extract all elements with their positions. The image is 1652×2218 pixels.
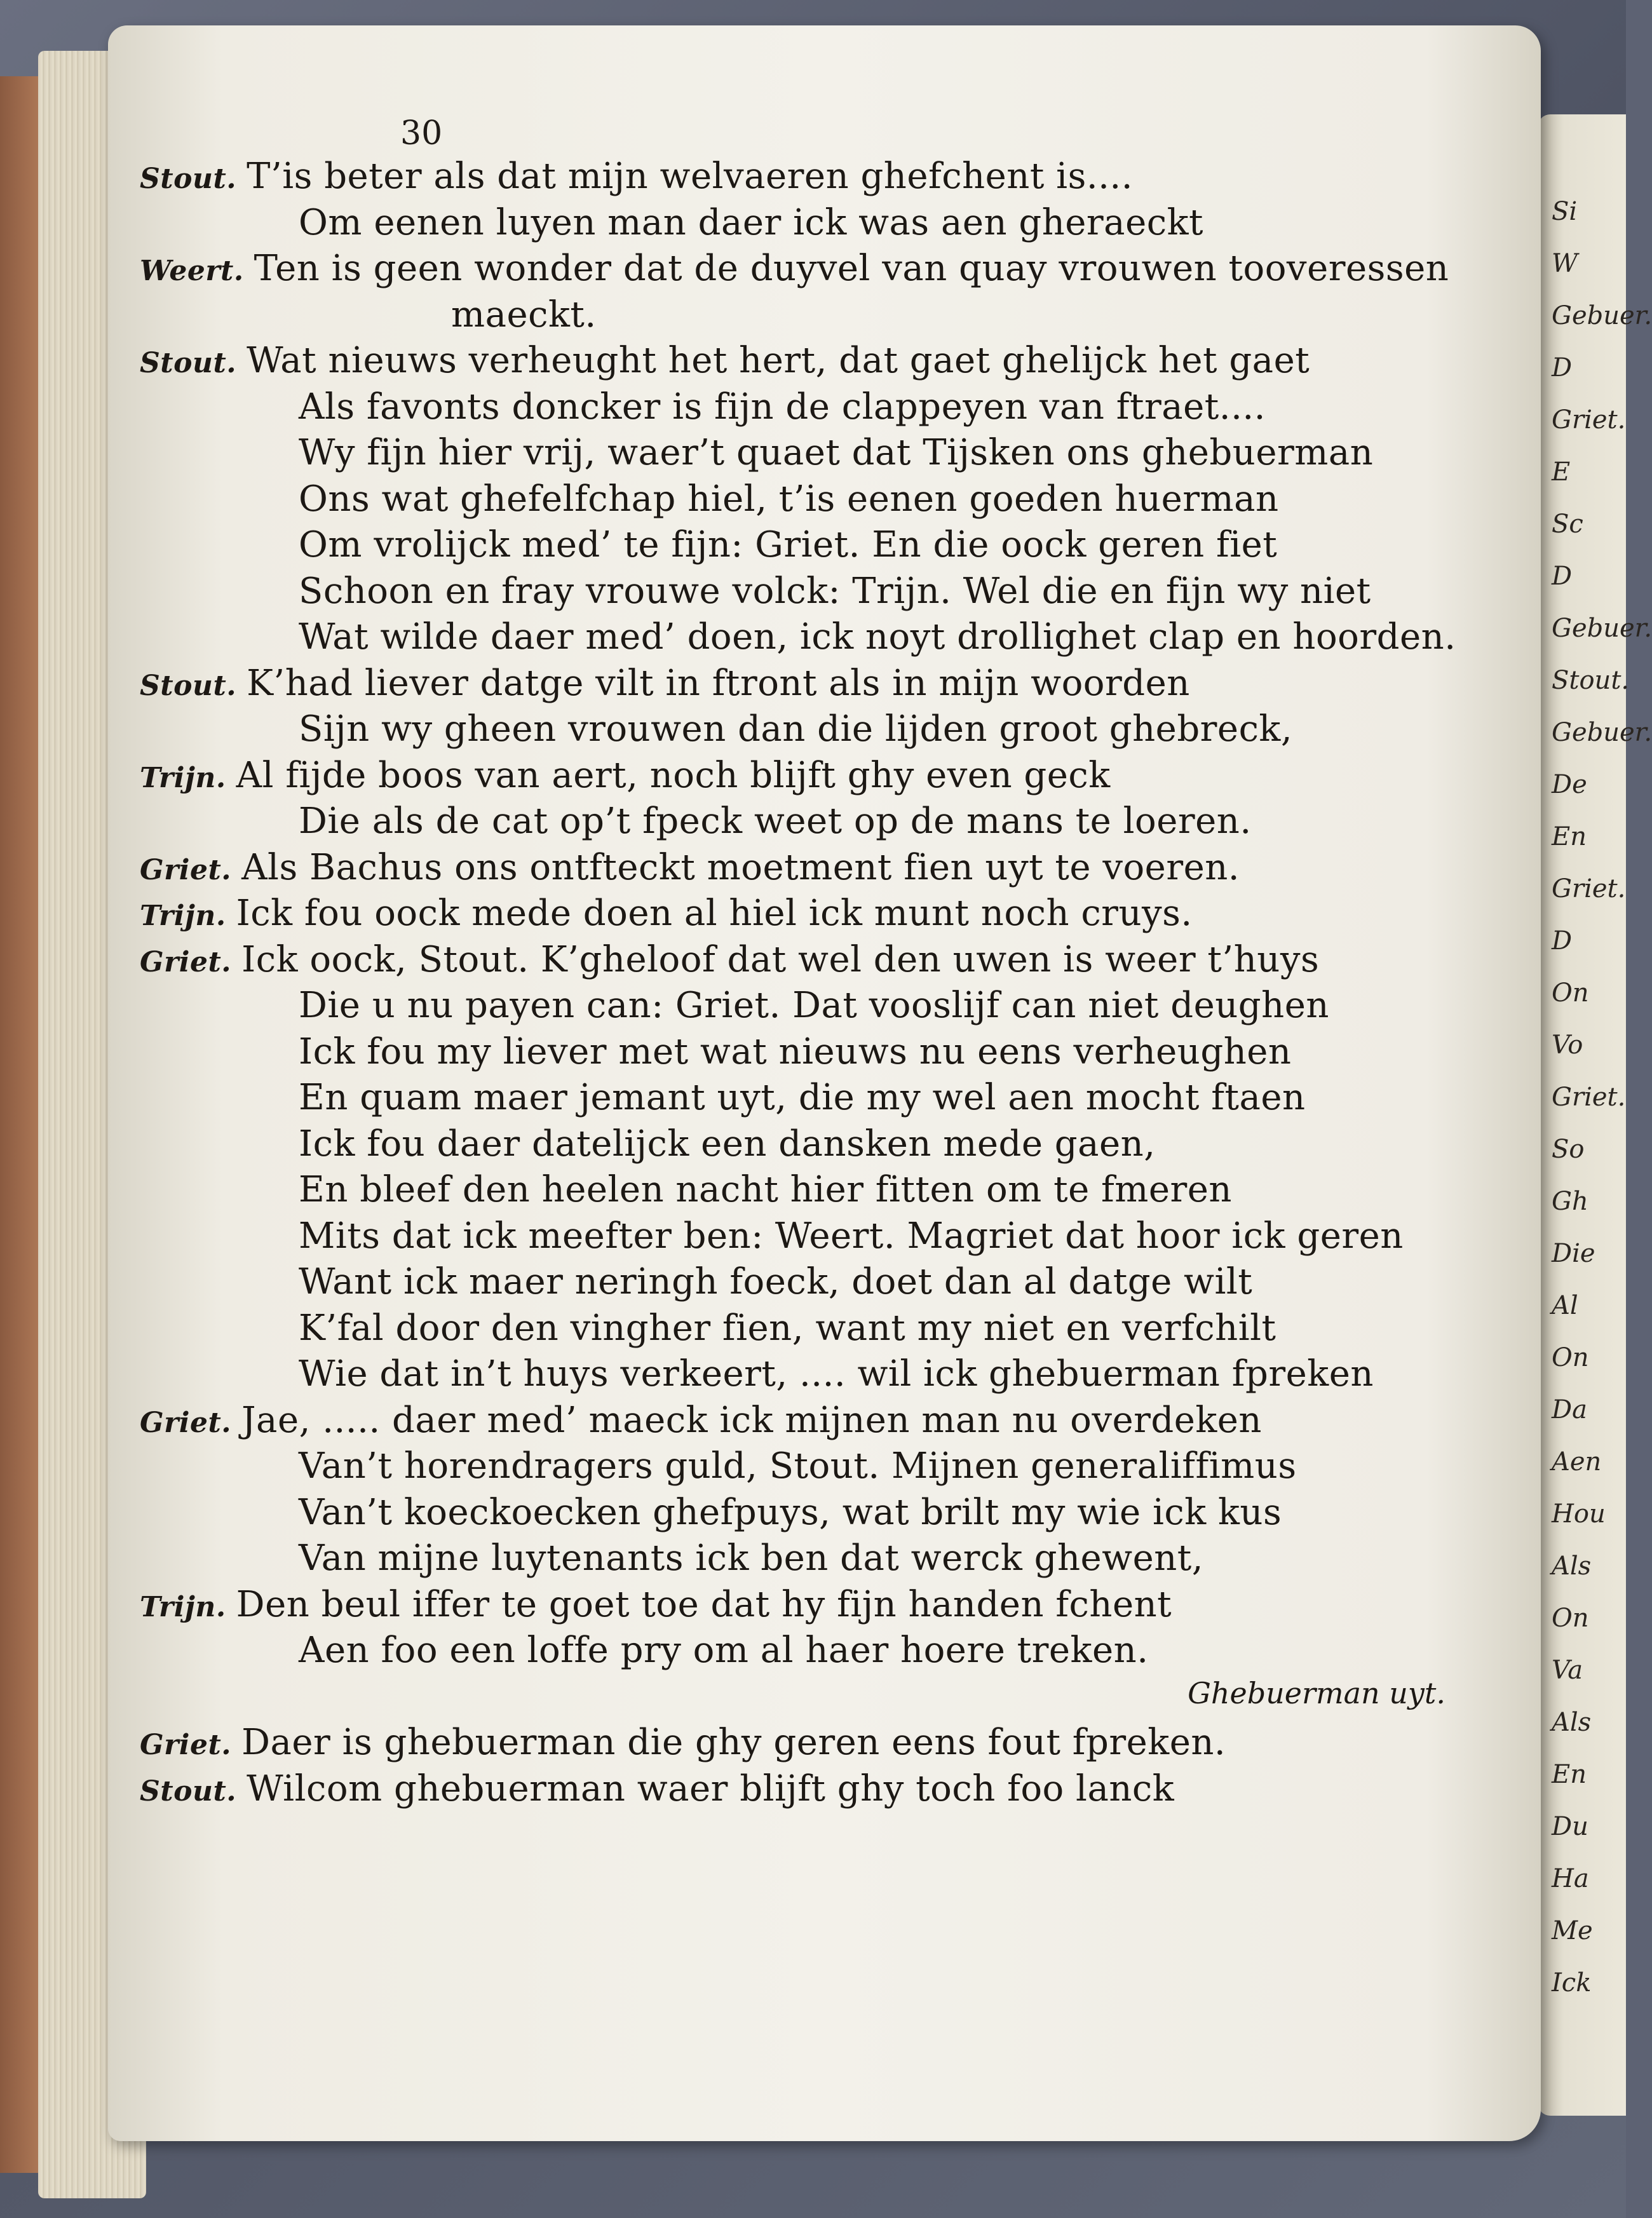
speaker-name: Stout. — [140, 1775, 237, 1808]
verse-text: Als Bachus ons ontfteckt moetment fien uyt te voeren. — [241, 846, 1240, 888]
facing-page-fragment: Die — [1552, 1239, 1595, 1268]
facing-page-fragment: On — [1552, 1604, 1589, 1633]
verse-line — [299, 571, 1371, 612]
facing-page-fragment: E — [1552, 457, 1571, 487]
speaker-name: Trijn. — [140, 900, 226, 932]
verse-line — [299, 386, 1266, 428]
verse-line — [299, 616, 1456, 658]
facing-page-fragment: Aen — [1552, 1447, 1602, 1477]
verse-text: K’had liever datge vilt in ftront als in mijn woorden — [247, 662, 1190, 704]
verse-text: Jae, ..... daer med’ maeck ick mijnen man nu overdeken — [241, 1399, 1262, 1441]
verse-line — [140, 755, 1111, 796]
facing-page-fragment: De — [1552, 770, 1587, 799]
verse-text: Van’t koeckoecken ghefpuys, wat brilt my wie ick kus — [299, 1491, 1282, 1533]
verse-line — [140, 1768, 1174, 1809]
verse-line — [451, 294, 597, 335]
verse-text: Wilcom ghebuerman waer blijft ghy toch foo lanck — [247, 1768, 1175, 1809]
verse-line — [299, 1215, 1404, 1257]
verse-line — [299, 1123, 1156, 1165]
verse-text: Om eenen luyen man daer ick was aen gheraeckt — [299, 201, 1204, 243]
speaker-name: Stout. — [140, 347, 237, 379]
facing-page-fragment: On — [1552, 978, 1589, 1008]
verse-line — [299, 1445, 1297, 1487]
facing-page-fragment: Stout. — [1552, 666, 1630, 695]
verse-text: Ick fou oock mede doen al hiel ick munt noch cruys. — [236, 893, 1193, 934]
speaker-name: Griet. — [140, 853, 232, 886]
facing-page-fragment: Als — [1552, 1552, 1592, 1581]
speaker-name: Trijn. — [140, 1590, 226, 1623]
verse-line — [299, 708, 1292, 750]
verse-line — [140, 1722, 1226, 1763]
verse-line — [299, 1031, 1291, 1072]
speaker-name: Griet. — [140, 1729, 232, 1761]
verse-line — [299, 1492, 1282, 1533]
verse-line — [140, 156, 1133, 197]
verse-text: Want ick maer neringh foeck, doet dan al datge wilt — [299, 1261, 1253, 1302]
verse-text: Wat wilde daer med’ doen, ick noyt drollighet clap en hoorden. — [299, 616, 1456, 658]
verse-text: Aen foo een loffe pry om al haer hoere treken. — [299, 1630, 1149, 1671]
facing-page-fragment: D — [1552, 926, 1573, 956]
facing-page-fragment: Ha — [1552, 1864, 1589, 1893]
facing-page-fragment: Gebuer. — [1552, 301, 1652, 330]
page-text — [108, 25, 1541, 2141]
verse-line — [140, 847, 1240, 888]
verse-text: Wy fijn hier vrij, waer’t quaet dat Tijsken ons ghebuerman — [299, 432, 1374, 473]
verse-line — [299, 478, 1279, 520]
speaker-name: Griet. — [140, 1406, 232, 1439]
verse-line — [140, 340, 1310, 381]
facing-page-fragment: Me — [1552, 1916, 1593, 1945]
facing-page-fragment: Sc — [1552, 510, 1583, 539]
verse-line — [299, 1261, 1252, 1302]
verse-line — [140, 663, 1190, 704]
verse-text: Van’t horendragers guld, Stout. Mijnen generaliffimus — [299, 1445, 1297, 1487]
verse-line — [299, 1630, 1149, 1671]
verse-text: Wie dat in’t huys verkeert, .... wil ick ghebuerman fpreken — [299, 1353, 1374, 1395]
facing-page-fragment: Gebuer. — [1552, 718, 1652, 747]
facing-page-fragment: Si — [1552, 197, 1578, 226]
speaker-name: Stout. — [140, 669, 237, 702]
facing-page-fragment: Va — [1552, 1656, 1583, 1685]
verse-line — [299, 985, 1329, 1026]
speaker-name: Weert. — [140, 255, 244, 287]
facing-page-fragment: So — [1552, 1135, 1585, 1164]
speaker-name: Griet. — [140, 945, 232, 978]
verse-text: Mits dat ick meefter ben: Weert. Magriet dat hoor ick geren — [299, 1215, 1404, 1257]
facing-page-fragment: Griet. — [1552, 405, 1626, 435]
verse-line — [140, 939, 1319, 980]
facing-page-fragment: Griet. — [1552, 1083, 1626, 1112]
verse-text: Die als de cat op’t fpeck weet op de mans te loeren. — [299, 801, 1252, 842]
verse-text: Sijn wy gheen vrouwen dan die lijden groot ghebreck, — [299, 708, 1293, 750]
verse-text: Ten is geen wonder dat de duyvel van quay vrouwen tooveressen — [254, 248, 1449, 289]
verse-line — [140, 1584, 1172, 1625]
facing-page-fragment: Griet. — [1552, 874, 1626, 903]
facing-page-fragment: Du — [1552, 1812, 1588, 1841]
facing-page-fragment: Gebuer. — [1552, 614, 1652, 643]
verse-text: Ons wat ghefelfchap hiel, t’is eenen goeden huerman — [299, 478, 1279, 520]
verse-line — [299, 432, 1373, 473]
facing-page-fragment: On — [1552, 1343, 1589, 1372]
verse-text: Van mijne luytenants ick ben dat werck ghewent, — [299, 1538, 1204, 1579]
facing-page-fragment: W — [1552, 249, 1578, 278]
verse-text: Als favonts doncker is fijn de clappeyen van ftraet.... — [299, 386, 1266, 428]
verse-text: Daer is ghebuerman die ghy geren eens fout fpreken. — [241, 1722, 1226, 1763]
verse-line — [299, 1538, 1203, 1579]
facing-page-fragment: En — [1552, 1760, 1587, 1789]
facing-page-fragment: Gh — [1552, 1187, 1588, 1216]
verse-line — [299, 1169, 1232, 1210]
facing-page-fragment: En — [1552, 822, 1587, 851]
facing-page-fragment: Hou — [1552, 1499, 1606, 1529]
facing-page-fragment: Ick — [1552, 1968, 1592, 1998]
verse-text: Al fijde boos van aert, noch blijft ghy even geck — [236, 754, 1111, 796]
verse-text: Ick fou daer datelijck een dansken mede gaen, — [299, 1123, 1156, 1165]
verse-text: Om vrolijck med’ te fijn: Griet. En die oock geren fiet — [299, 524, 1278, 565]
verse-line — [299, 524, 1277, 565]
verse-text: En quam maer jemant uyt, die my wel aen mocht ftaen — [299, 1077, 1306, 1118]
verse-text: Ick fou my liever met wat nieuws nu eens verheughen — [299, 1031, 1292, 1072]
verse-text: Den beul iffer te goet toe dat hy fijn handen fchent — [236, 1583, 1172, 1625]
verse-text: maeckt. — [451, 294, 597, 335]
verse-line — [299, 1353, 1374, 1395]
verse-text: K’fal door den vingher fien, want my niet en verfchilt — [299, 1307, 1276, 1349]
verse-text: Die u nu payen can: Griet. Dat vooslijf can niet deughen — [299, 985, 1329, 1026]
facing-page-fragment: Da — [1552, 1395, 1587, 1424]
stage-direction: Ghebuerman uyt. — [1188, 1675, 1446, 1710]
facing-page-fragment: Vo — [1552, 1031, 1583, 1060]
page-number: 30 — [400, 114, 443, 152]
speaker-name: Stout. — [140, 163, 237, 195]
verse-line — [299, 1308, 1276, 1349]
book-page — [108, 25, 1541, 2141]
facing-page — [1538, 114, 1652, 2116]
verse-text: Schoon en fray vrouwe volck: Trijn. Wel die en fijn wy niet — [299, 570, 1371, 612]
verse-text: Ick oock, Stout. K’gheloof dat wel den uwen is weer t’huys — [241, 938, 1320, 980]
verse-line — [299, 202, 1203, 243]
facing-page-fragment: Al — [1552, 1291, 1578, 1320]
verse-line — [299, 1077, 1306, 1118]
verse-text: T’is beter als dat mijn welvaeren ghefchent is.... — [247, 156, 1134, 197]
verse-text: Wat nieuws verheught het hert, dat gaet ghelijck het gaet — [247, 340, 1310, 381]
verse-text: En bleef den heelen nacht hier fitten om te fmeren — [299, 1169, 1232, 1210]
facing-page-fragment: Als — [1552, 1708, 1592, 1737]
verse-line — [299, 801, 1252, 842]
verse-line — [140, 1400, 1262, 1441]
speaker-name: Trijn. — [140, 761, 226, 794]
verse-line — [140, 893, 1193, 934]
facing-page-fragment: D — [1552, 562, 1573, 591]
facing-page-fragment: D — [1552, 353, 1573, 382]
verse-line — [140, 248, 1449, 289]
